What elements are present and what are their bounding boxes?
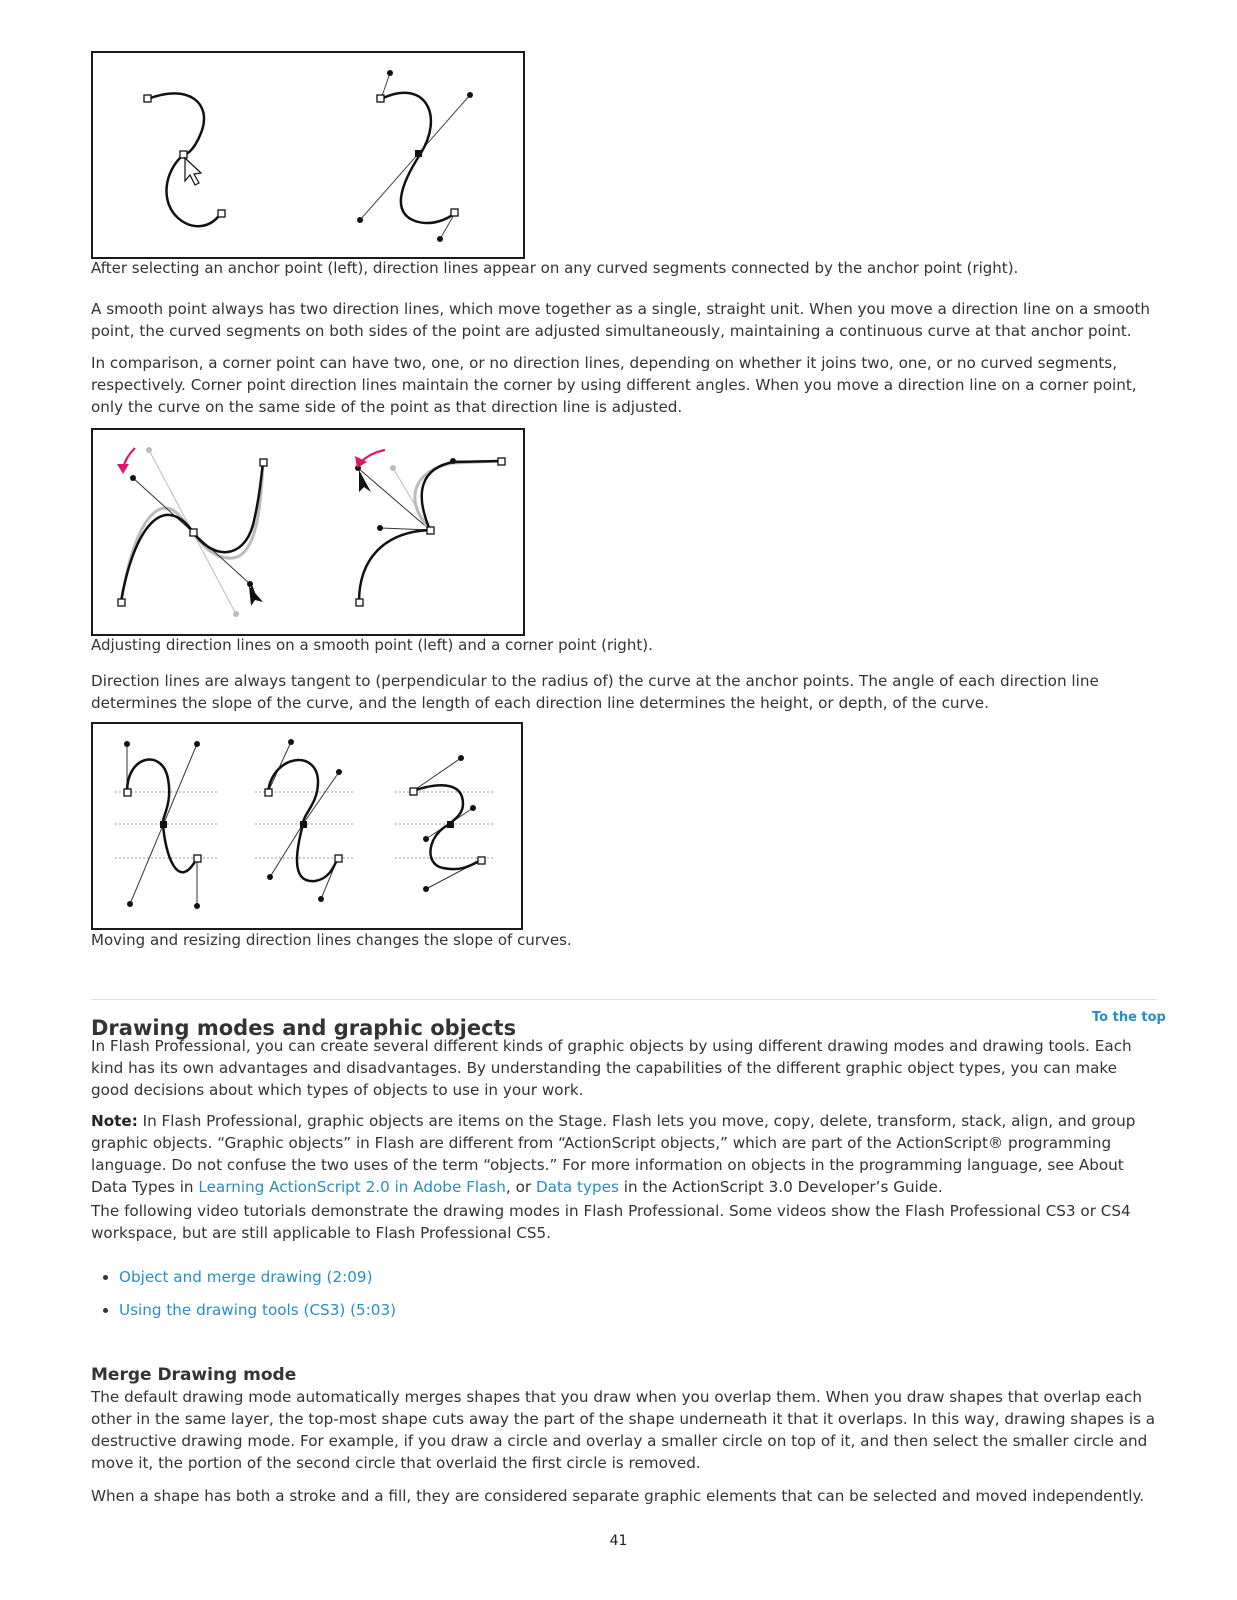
- note-text: In Flash Professional, graphic objects are items on the Stage. Flash lets you move, copy, delete, transform, stack, align, and group graphic objects. “Graphic objects” in Flash are different from “ActionScript objects,” which are part of the ActionScript® programming language. Do not confuse the two uses of the term “objects.” For more information on objects in the programming language, see About Data Types in: [91, 1112, 1136, 1196]
- to-the-top-link[interactable]: To the top: [1092, 1010, 1166, 1025]
- figure-caption: Moving and resizing direction lines changes the slope of curves.: [91, 931, 572, 949]
- section-title: Drawing modes and graphic objects: [91, 1016, 517, 1040]
- paragraph-merge-2: When a shape has both a stroke and a fill, they are considered separate graphic elements that can be selected and moved independently.: [91, 1487, 1145, 1505]
- figure-caption: Adjusting direction lines on a smooth point (left) and a corner point (right).: [91, 636, 653, 654]
- list-item: [119, 1299, 396, 1321]
- anchor-selection-illustration: [93, 53, 523, 257]
- curved-arrow-icon: [361, 450, 385, 462]
- video-list: [91, 1266, 396, 1332]
- figure-adjusting-direction-lines: [91, 428, 525, 636]
- arrow-pointer-icon: [249, 586, 263, 606]
- direction-line-adjustment-illustration: [93, 430, 523, 634]
- paragraph-tangent: Direction lines are always tangent to (perpendicular to the radius of) the curve at the anchor points. The angle of each direction line determines the slope of the curve, and the length of each direction line determines the height, or depth, of the curve.: [91, 672, 1099, 712]
- paragraph-smooth-point: A smooth point always has two direction lines, which move together as a single, straight unit. When you move a direction line on a smooth point, the curved segments on both sides of the point are adjusted simultaneously, maintaining a continuous curve at that anchor point.: [91, 300, 1151, 340]
- figure-caption: After selecting an anchor point (left), direction lines appear on any curved segments connected by the anchor point (right).: [91, 259, 1019, 277]
- arrow-pointer-icon: [359, 470, 371, 492]
- figure-anchor-selection: [91, 51, 525, 259]
- arrow-pointer-icon: [185, 158, 201, 185]
- paragraph-videos-intro: The following video tutorials demonstrate the drawing modes in Flash Professional. Some videos show the Flash Professional CS3 or CS4 workspace, but are still applicable to Flash Professional CS5.: [91, 1202, 1131, 1242]
- list-item: [119, 1266, 396, 1288]
- paragraph-note: [91, 1110, 1159, 1198]
- slope-illustration: [93, 724, 521, 928]
- note-label: Note:: [91, 1112, 138, 1130]
- note-mid: , or: [505, 1178, 536, 1196]
- subsection-title: Merge Drawing mode: [91, 1365, 297, 1385]
- figure-slope-of-curves: [91, 722, 523, 930]
- note-end: in the ActionScript 3.0 Developer’s Guide.: [618, 1178, 943, 1196]
- video-link-object-merge[interactable]: Object and merge drawing (2:09): [119, 1268, 373, 1286]
- paragraph-corner-point: In comparison, a corner point can have two, one, or no direction lines, depending on whether it joins two, one, or no curved segments, respectively. Corner point direction lines maintain the corner by using different angles. When you move a direction line on a corner point, only the curve on the same side of the point as that direction line is adjusted.: [91, 354, 1137, 416]
- learning-actionscript-link[interactable]: Learning ActionScript 2.0 in Adobe Flash: [198, 1178, 506, 1196]
- paragraph-intro: In Flash Professional, you can create several different kinds of graphic objects by using different drawing modes and drawing tools. Each kind has its own advantages and disadvantages. By understanding the capabilities of the different graphic object types, you can make good decisions about which types of objects to use in your work.: [91, 1037, 1132, 1099]
- video-link-drawing-tools[interactable]: Using the drawing tools (CS3) (5:03): [119, 1301, 397, 1319]
- section-divider: [91, 999, 1157, 1000]
- data-types-link[interactable]: Data types: [535, 1178, 619, 1196]
- page-number: 41: [609, 1533, 628, 1549]
- paragraph-merge-1: The default drawing mode automatically merges shapes that you draw when you overlap them. When you draw shapes that overlap each other in the same layer, the top-most shape cuts away the part of the shape underneath it that it overlaps. In this way, drawing shapes is a destructive drawing mode. For example, if you draw a circle and overlay a smaller circle on top of it, and then select the smaller circle and move it, the portion of the second circle that overlaid the first circle is removed.: [91, 1388, 1156, 1472]
